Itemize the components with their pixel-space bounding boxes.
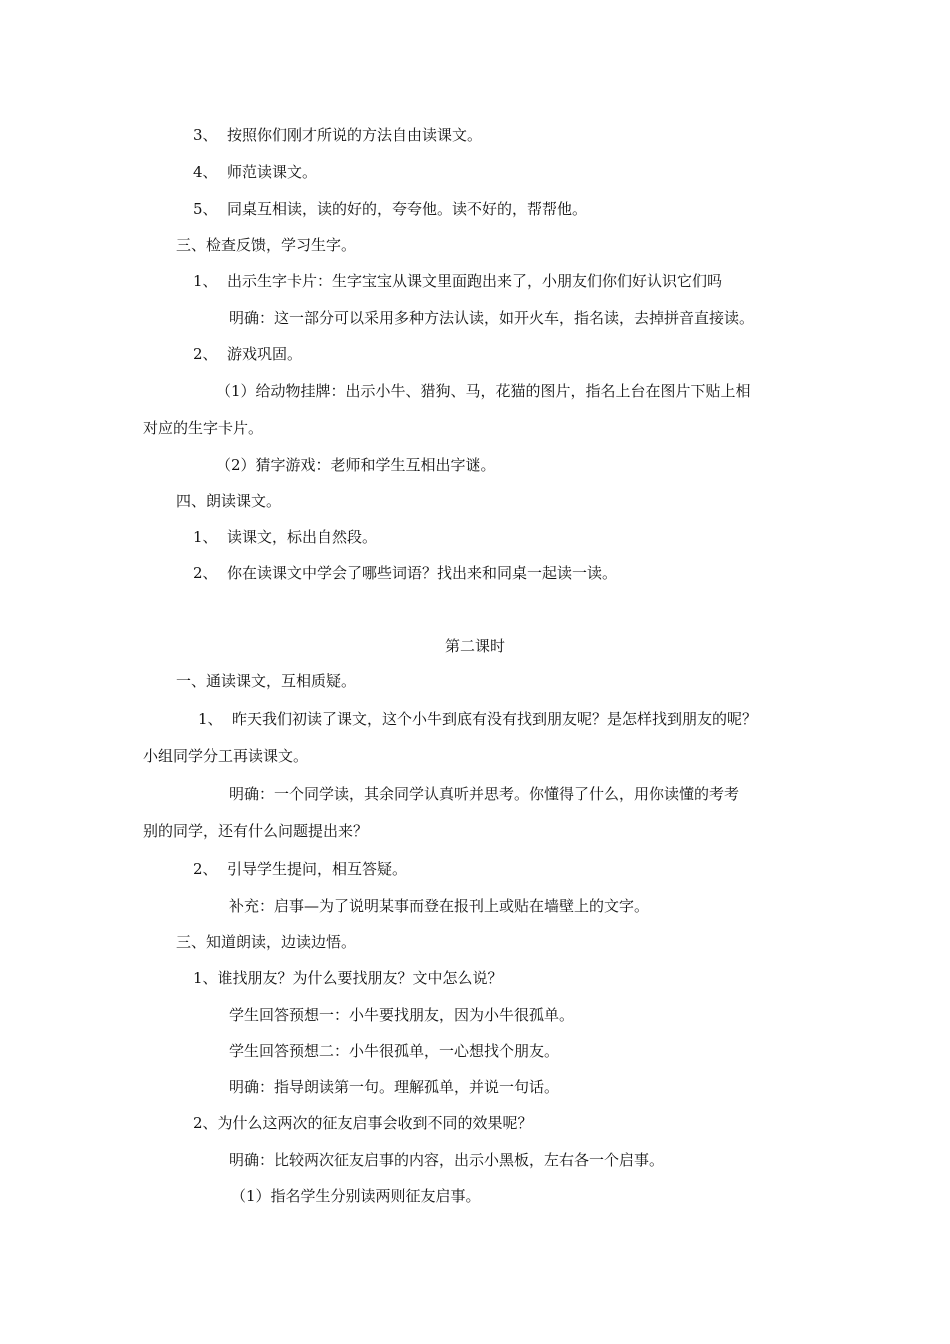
item-number: 2、 xyxy=(193,564,218,582)
item-number: 1、 xyxy=(198,710,223,728)
item-text: 读课文，标出自然段。 xyxy=(227,528,378,546)
item-text: 按照你们刚才所说的方法自由读课文。 xyxy=(227,126,483,144)
item-number: 1、 xyxy=(193,272,218,290)
sub-item: （2）猜字游戏：老师和学生互相出字谜。 xyxy=(216,456,496,474)
question-item: 2、为什么这两次的征友启事会收到不同的效果呢？ xyxy=(193,1114,533,1132)
item-text: 师范读课文。 xyxy=(227,163,318,181)
item-number: 5、 xyxy=(193,200,218,218)
question-item: 1、谁找朋友？为什么要找朋友？文中怎么说？ xyxy=(193,969,503,987)
answer-text: 学生回答预想二：小牛很孤单，一心想找个朋友。 xyxy=(229,1042,560,1060)
note-continuation: 别的同学，还有什么问题提出来？ xyxy=(143,822,369,840)
sub-item: （1）指名学生分别读两则征友启事。 xyxy=(231,1187,481,1205)
list-item xyxy=(193,125,482,145)
section-heading: 三、知道朗读，边读边悟。 xyxy=(176,933,357,951)
item-number: 4、 xyxy=(193,163,218,181)
item-text: 同桌互相读，读的好的，夸夸他。读不好的，帮帮他。 xyxy=(227,200,588,218)
section-heading: 三、检查反馈，学习生字。 xyxy=(176,236,357,254)
note-text: 明确：比较两次征友启事的内容，出示小黑板，左右各一个启事。 xyxy=(229,1151,665,1169)
list-item-continuation: 小组同学分工再读课文。 xyxy=(143,747,309,765)
note-text: 明确：一个同学读，其余同学认真听并思考。你懂得了什么，用你读懂的考考 xyxy=(229,785,740,803)
note-text: 明确：指导朗读第一句。理解孤单，并说一句话。 xyxy=(229,1078,560,1096)
list-item xyxy=(193,527,377,547)
lesson-title: 第二课时 xyxy=(444,637,505,655)
sub-item: （1）给动物挂牌：出示小牛、猎狗、马，花猫的图片，指名上台在图片下贴上相 xyxy=(216,382,751,400)
note-text: 明确：这一部分可以采用多种方法认读，如开火车，指名读，去掉拼音直接读。 xyxy=(229,309,755,327)
item-number: 3、 xyxy=(193,126,218,144)
item-number: 1、 xyxy=(193,528,218,546)
item-number: 2、 xyxy=(193,860,218,878)
sub-item-continuation: 对应的生字卡片。 xyxy=(143,419,264,437)
item-text: 你在读课文中学会了哪些词语？找出来和同桌一起读一读。 xyxy=(227,564,618,582)
item-text: 引导学生提问，相互答疑。 xyxy=(227,860,408,878)
item-text: 游戏巩固。 xyxy=(227,345,303,363)
item-text: 出示生字卡片：生字宝宝从课文里面跑出来了，小朋友们你们好认识它们吗 xyxy=(227,272,723,290)
list-item xyxy=(193,271,722,291)
list-item xyxy=(198,709,757,729)
section-heading: 四、朗读课文。 xyxy=(176,492,282,510)
item-text: 昨天我们初读了课文，这个小牛到底有没有找到朋友呢？是怎样找到朋友的呢？ xyxy=(232,710,758,728)
list-item xyxy=(193,859,407,879)
section-heading: 一、通读课文，互相质疑。 xyxy=(176,672,357,690)
list-item xyxy=(193,344,302,364)
supplement-text: 补充：启事—为了说明某事而登在报刊上或贴在墙壁上的文字。 xyxy=(229,897,650,915)
list-item xyxy=(193,199,587,219)
list-item xyxy=(193,563,617,583)
list-item xyxy=(193,162,317,182)
answer-text: 学生回答预想一：小牛要找朋友，因为小牛很孤单。 xyxy=(229,1006,575,1024)
item-number: 2、 xyxy=(193,345,218,363)
